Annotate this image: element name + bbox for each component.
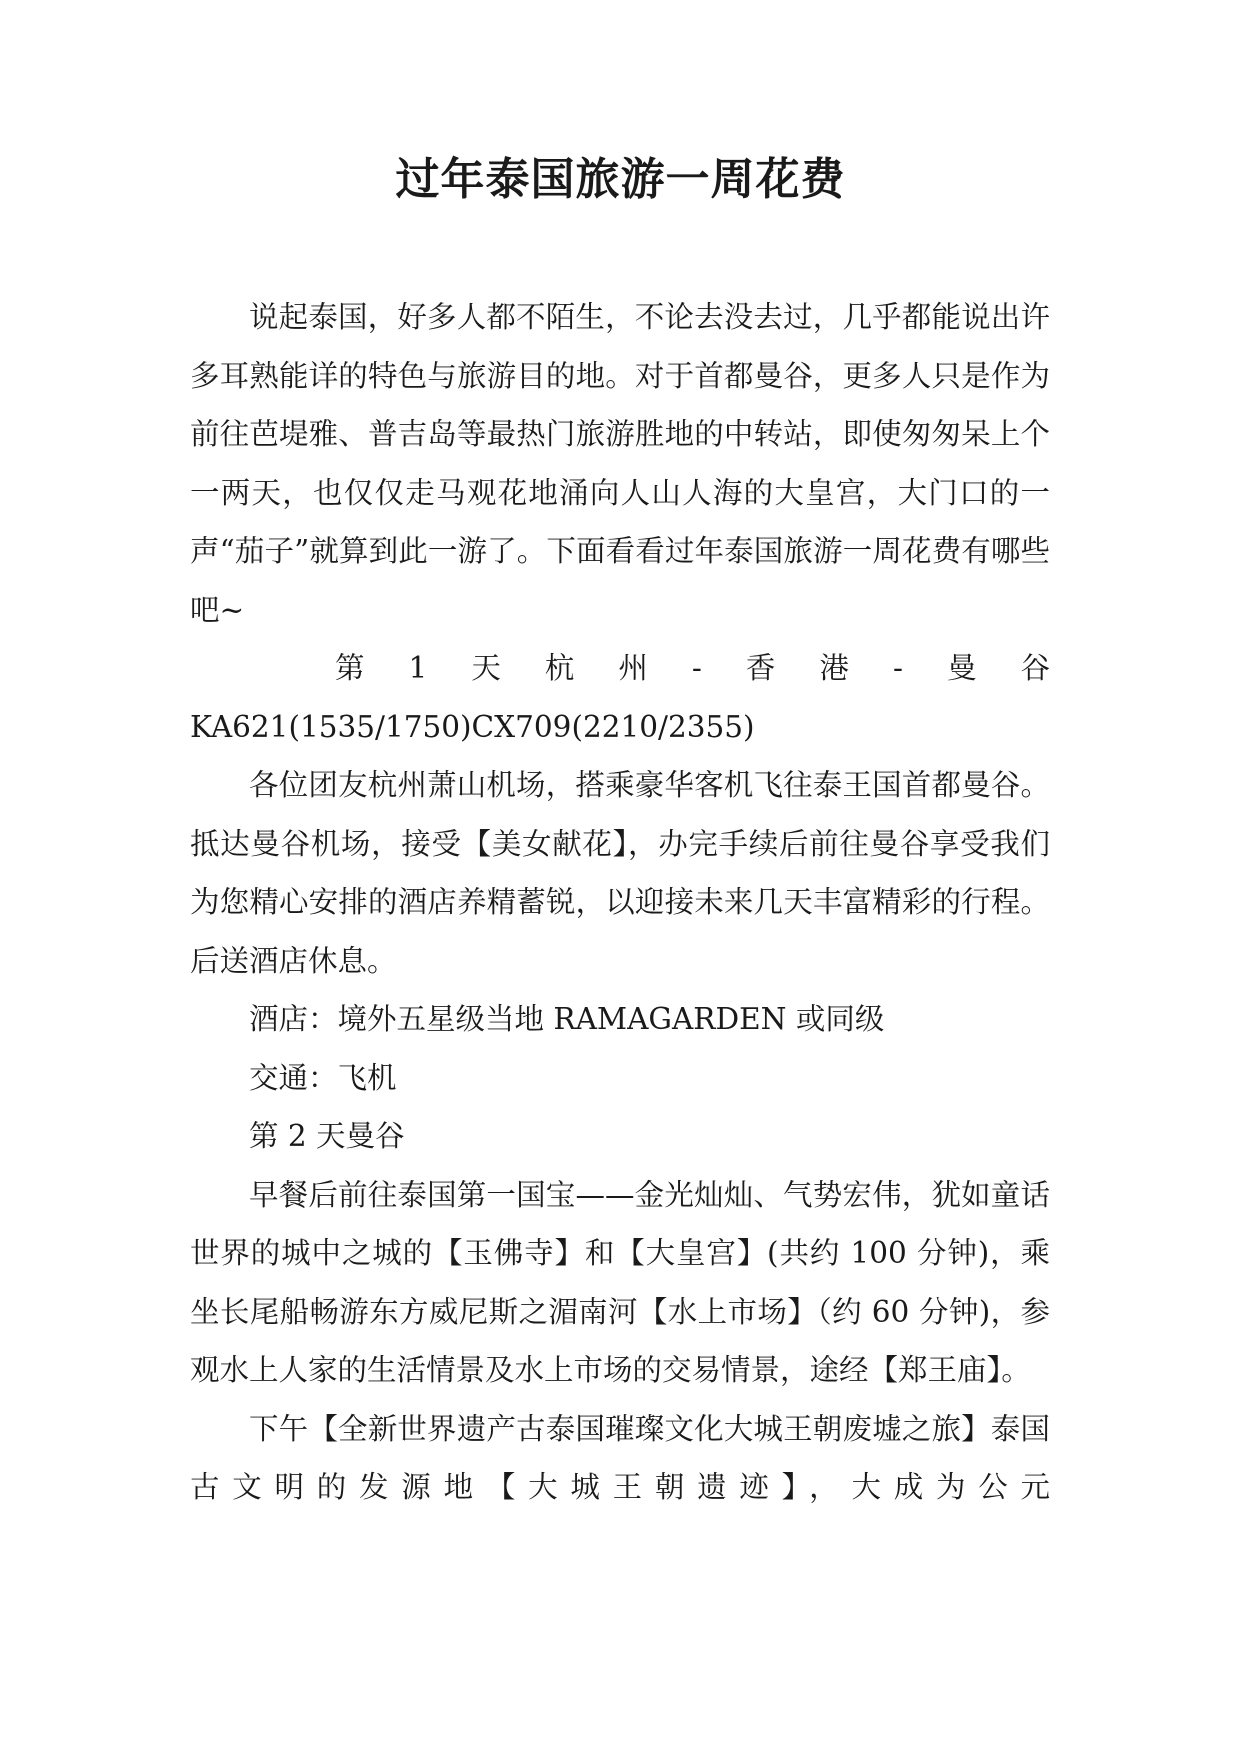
day1-heading-part: 1 — [408, 651, 428, 685]
day1-heading-part: - — [691, 651, 702, 685]
document-body — [190, 288, 1050, 1517]
day1-description: 各位团友杭州萧山机场，搭乘豪华客机飞往泰王国首都曼谷。抵达曼谷机场，接受【美女献花】，办完手续后前往曼谷享受我们为您精心安排的酒店养精蓄锐，以迎接未来几天丰富精彩的行程。后送酒店休息。 — [190, 768, 1050, 978]
day1-heading-part: 港 — [819, 651, 849, 685]
hotel-line: 酒店：境外五星级当地 RAMAGARDEN 或同级 — [249, 1002, 885, 1036]
day2-heading: 第 2 天曼谷 — [249, 1119, 405, 1153]
day1-heading-part: 谷 — [1020, 651, 1050, 685]
intro-paragraph: 说起泰国，好多人都不陌生，不论去没去过，几乎都能说出许多耳熟能详的特色与旅游目的地。对于首都曼谷，更多人只是作为前往芭堤雅、普吉岛等最热门旅游胜地的中转站，即使匆匆呆上个一两天，也仅仅走马观花地涌向人山人海的大皇宫，大门口的一声“茄子”就算到此一游了。下面看看过年泰国旅游一周花费有哪些吧~ — [190, 300, 1050, 627]
day1-flight-info: KA621(1535/1750)CX709(2210/2355) — [190, 709, 755, 744]
day1-heading-part: - — [892, 651, 903, 685]
day2-morning-paragraph: 早餐后前往泰国第一国宝——金光灿灿、气势宏伟，犹如童话世界的城中之城的【玉佛寺】和【大皇宫】(共约 100 分钟)，乘坐长尾船畅游东方威尼斯之湄南河【水上市场】（约 60 分钟)，参观水上人家的生活情景及水上市场的交易情景，途经【郑王庙】。 — [190, 1177, 1050, 1387]
day1-heading-part: 天 — [471, 651, 501, 685]
day1-heading-part: 第 — [335, 651, 365, 685]
day2-afternoon-paragraph: 下午【全新世界遗产古泰国璀璨文化大城王朝废墟之旅】泰国古文明的发源地【大城王朝遗迹】，大成为公元 — [190, 1411, 1050, 1504]
document-title: 过年泰国旅游一周花费 — [395, 154, 846, 205]
day1-heading-part: 州 — [618, 651, 648, 685]
day1-heading-part: 曼 — [946, 651, 977, 685]
day1-heading-part: 香 — [745, 651, 776, 685]
day1-heading — [190, 639, 1050, 698]
transport-line: 交通：飞机 — [249, 1060, 397, 1095]
day1-heading-part: 杭 — [544, 651, 575, 685]
